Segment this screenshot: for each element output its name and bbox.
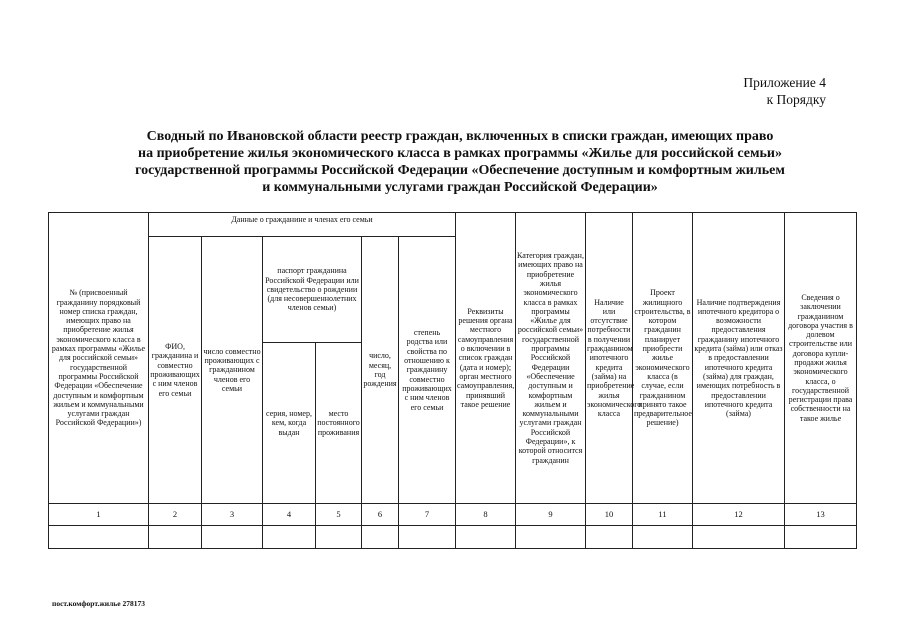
empty-cell	[586, 526, 633, 549]
header-col-1: № (присвоенный гражданину порядковый номер списка граждан, имеющих право на приобретение жилья экономического класса в рамках программы «Жилье для российской семьи» государственной программы Российской Федерации «Обеспечение доступным и комфортным жильем и коммунальными услугами граждан Российской Федерации»)	[49, 213, 149, 504]
column-number: 13	[785, 504, 857, 526]
header-col-7: степень родства или свойства по отношению к гражданину совместно проживающих с ним членов его семьи	[399, 237, 456, 504]
column-number: 3	[202, 504, 263, 526]
title-line-1: Сводный по Ивановской области реестр граждан, включенных в списки граждан, имеющих право	[146, 129, 774, 144]
header-col-5: место постоянного проживания	[316, 343, 362, 504]
appendix-reference: к Порядку	[766, 92, 826, 107]
title-line-4: и коммунальными услугами граждан Российской Федерации»	[262, 180, 658, 195]
document-code: пост.комфорт.жилье 278173	[52, 599, 145, 608]
header-citizen-data: Данные о гражданине и членах его семьи	[149, 213, 456, 237]
column-number: 4	[263, 504, 316, 526]
column-number: 9	[516, 504, 586, 526]
title-line-2: на приобретение жилья экономического класса в рамках программы «Жилье для российской семьи»	[138, 146, 782, 161]
empty-cell	[202, 526, 263, 549]
column-number: 10	[586, 504, 633, 526]
empty-cell	[149, 526, 202, 549]
registry-table	[48, 212, 857, 549]
column-number: 1	[49, 504, 149, 526]
empty-cell	[633, 526, 693, 549]
document-title	[60, 128, 860, 196]
header-col-2: ФИО, гражданина и совместно проживающих с ним членов его семьи	[149, 237, 202, 504]
column-number: 2	[149, 504, 202, 526]
column-number: 7	[399, 504, 456, 526]
header-passport: паспорт гражданина Российской Федерации или свидетельство о рождении (для несовершеннолетних членов семьи)	[263, 237, 362, 343]
header-col-13: Сведения о заключении гражданином договора участия в долевом строительстве или договора купли-продажи жилья экономического класса, о государственной регистрации права собственности на такое жилье	[785, 213, 857, 504]
header-col-4: серия, номер, кем, когда выдан	[263, 343, 316, 504]
column-number: 6	[362, 504, 399, 526]
empty-cell	[263, 526, 316, 549]
column-number: 5	[316, 504, 362, 526]
column-number: 12	[693, 504, 785, 526]
header-col-6: число, месяц, год рождения	[362, 237, 399, 504]
column-number: 8	[456, 504, 516, 526]
empty-cell	[456, 526, 516, 549]
empty-cell	[362, 526, 399, 549]
empty-cell	[49, 526, 149, 549]
appendix-label	[743, 74, 826, 108]
appendix-number: Приложение 4	[743, 75, 826, 90]
column-number: 11	[633, 504, 693, 526]
header-col-9: Категория граждан, имеющих право на приобретение жилья экономического класса в рамках программы «Жилье для российской семьи» государственной программы Российской Федерации «Обеспечение доступным и комфортным жильем и коммунальными услугами граждан Российской Федерации», к которой относится гражданин	[516, 213, 586, 504]
empty-cell	[693, 526, 785, 549]
empty-cell	[399, 526, 456, 549]
title-line-3: государственной программы Российской Федерации «Обеспечение доступным и комфортным жильем	[135, 163, 785, 178]
empty-cell	[316, 526, 362, 549]
header-col-10: Наличие или отсутствие потребности в получении гражданином ипотечного кредита (займа) на приобретение жилья экономического класса	[586, 213, 633, 504]
empty-cell	[516, 526, 586, 549]
header-col-8: Реквизиты решения органа местного самоуправления о включении в список граждан (дата и номер); орган местного самоуправления, принявший такое решение	[456, 213, 516, 504]
header-col-3: число совместно проживающих с гражданином членов его семьи	[202, 237, 263, 504]
header-col-11: Проект жилищного строительства, в котором гражданин планирует приобрести жилье экономического класса (в случае, если гражданином принято такое предварительное решение)	[633, 213, 693, 504]
empty-cell	[785, 526, 857, 549]
header-col-12: Наличие подтверждения ипотечного кредитора о возможности предоставления гражданину ипотечного кредита (займа) или отказ в предоставлении ипотечного кредита (займа) для граждан, имеющих потребность в предоставлении ипотечного кредита (займа)	[693, 213, 785, 504]
